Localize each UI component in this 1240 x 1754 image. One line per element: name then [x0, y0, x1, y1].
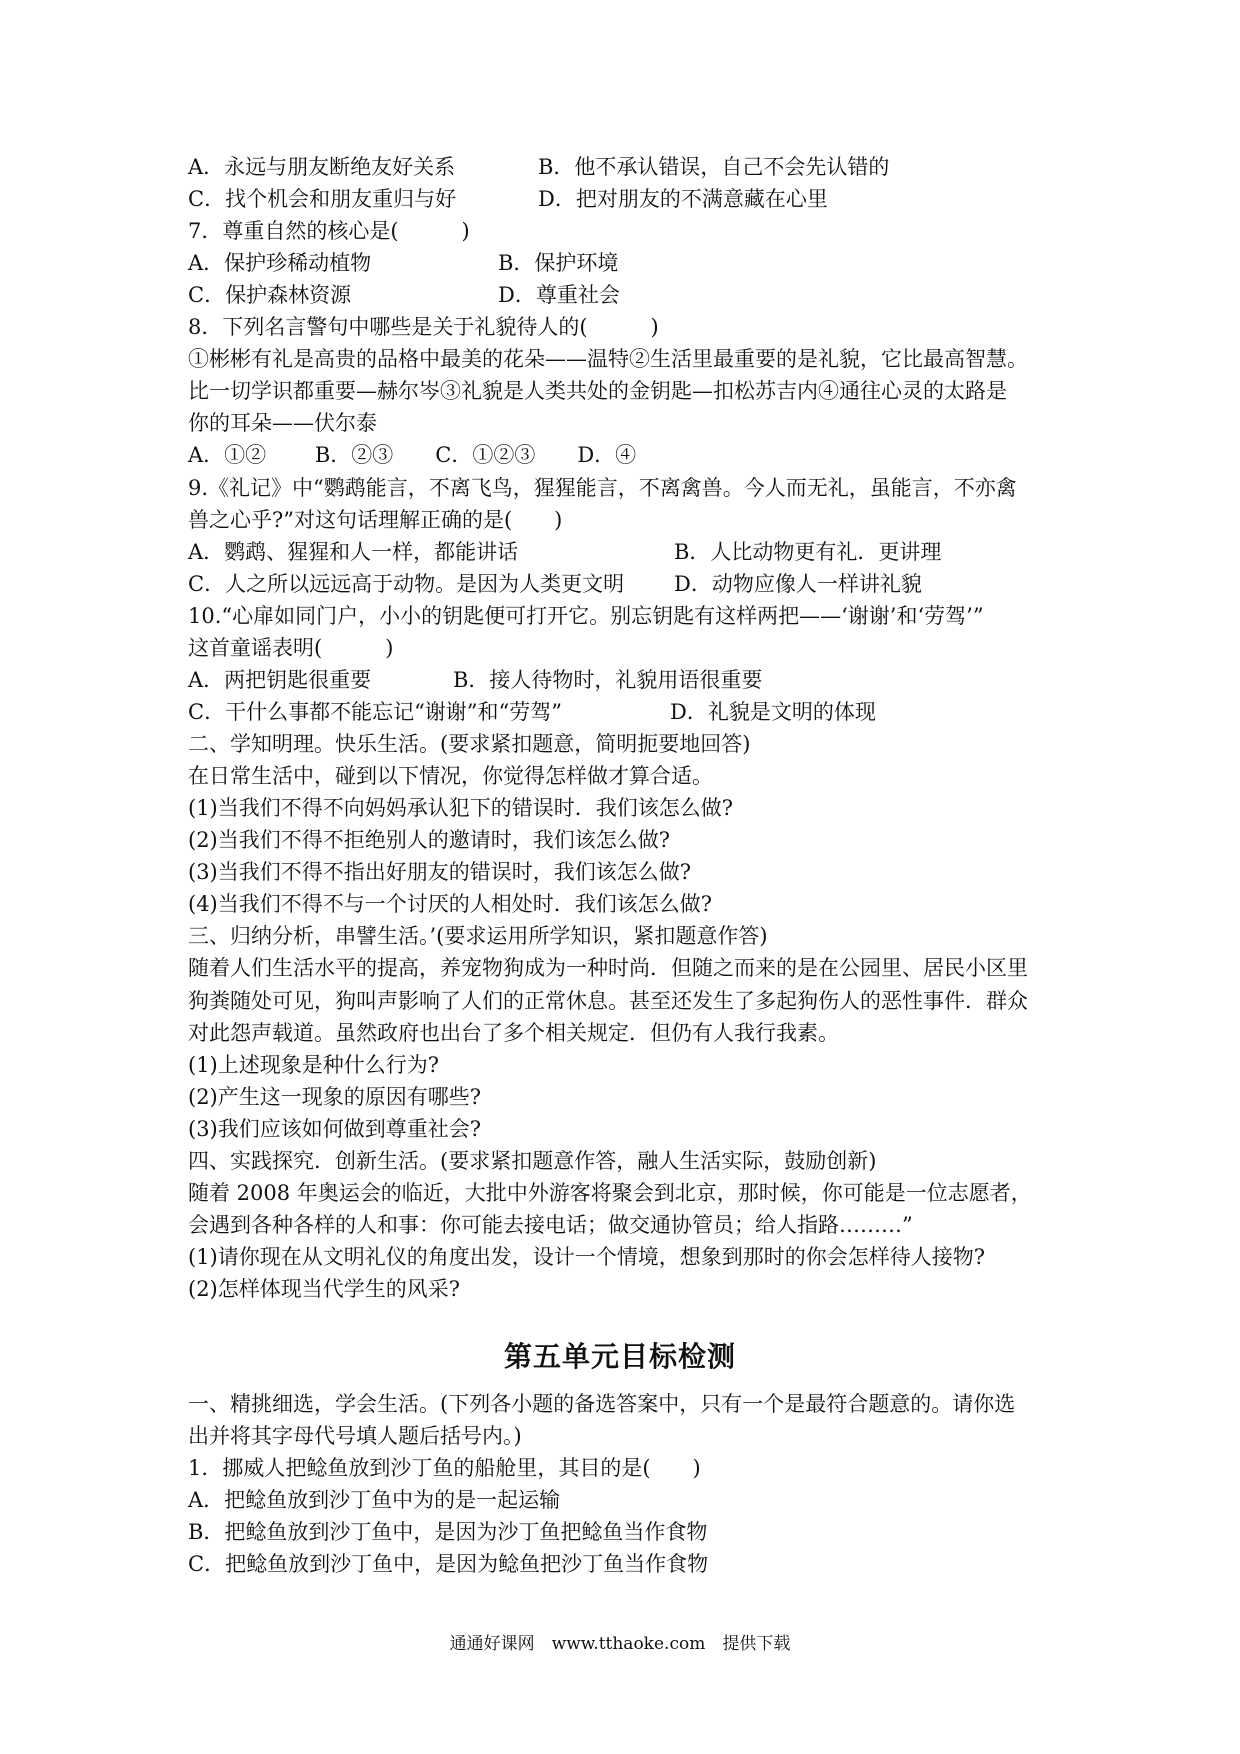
text-line: [188, 1113, 481, 1145]
line-text: A．把鲶鱼放到沙丁鱼中为的是一起运输: [188, 1488, 561, 1512]
option-line: [188, 247, 619, 279]
text-line: [188, 1209, 913, 1241]
option-line: [188, 664, 763, 696]
section-heading: [188, 728, 750, 760]
line-text: 对此怨声载道。虽然政府也出台了多个相关规定．但仍有人我行我素。: [188, 1021, 839, 1045]
line-text: C．把鲶鱼放到沙丁鱼中，是因为鲶鱼把沙丁鱼当作食物: [188, 1552, 709, 1576]
line-text: (2)怎样体现当代学生的风采?: [188, 1277, 461, 1301]
line-text: (2)当我们不得不拒绝别人的邀请时，我们该怎么做?: [188, 828, 671, 852]
line-text: 7．尊重自然的核心是( ): [188, 219, 470, 243]
option-line: [188, 696, 876, 728]
line-text: A．①② B．②③ C．①②③ D．④: [188, 443, 637, 467]
question-line: [188, 215, 470, 247]
line-text: (2)产生这一现象的原因有哪些?: [188, 1085, 482, 1109]
text-line: [188, 1017, 839, 1049]
line-text: (1)请你现在从文明礼仪的角度出发，设计一个情境，想象到那时的你会怎样待人接物?: [188, 1245, 986, 1269]
line-text-col2: B．接人待物时，礼貌用语很重要: [453, 668, 763, 692]
text-line: [188, 504, 562, 536]
text-line: [188, 760, 713, 792]
line-text: (1)当我们不得不向妈妈承认犯下的错误时．我们该怎么做?: [188, 796, 734, 820]
text-line: [188, 1081, 481, 1113]
text-line: [188, 824, 670, 856]
text-line: [188, 1049, 439, 1081]
line-text: 随着 2008 年奥运会的临近，大批中外游客将聚会到北京，那时候，你可能是一位志愿者，: [188, 1181, 1032, 1205]
line-text: 10.“心扉如同门户，小小的钥匙便可打开它。别忘钥匙有这样两把——‘谢谢’和‘劳驾’”: [188, 604, 984, 628]
section-heading: [188, 1145, 876, 1177]
question-line: [188, 472, 1017, 504]
line-text: 一、精挑细选，学会生活。(下列各小题的备选答案中，只有一个是最符合题意的。请你选: [188, 1392, 1016, 1416]
option-line: [188, 536, 942, 568]
line-text: 会遇到各种各样的人和事：你可能去接电话；做交通协管员；给人指路………”: [188, 1213, 913, 1237]
text-line: [188, 856, 691, 888]
line-text: A．保护珍稀动植物: [188, 251, 372, 275]
line-text: C．人之所以远远高于动物。是因为人类更文明: [188, 572, 625, 596]
line-text-col2: D．尊重社会: [498, 283, 620, 307]
text-line: [188, 985, 1028, 1017]
line-text: (4)当我们不得不与一个讨厌的人相处时．我们该怎么做?: [188, 892, 713, 916]
text-line: [188, 1241, 985, 1273]
line-text: A．永远与朋友断绝友好关系: [188, 155, 456, 179]
section-heading: [188, 1388, 1015, 1420]
line-text-col2: B．人比动物更有礼．更讲理: [674, 540, 942, 564]
text-line: [188, 1420, 522, 1452]
line-text: 比一切学识都重要—赫尔岑③礼貌是人类共处的金钥匙—扣松苏吉内④通往心灵的太路是: [188, 379, 1007, 403]
line-text: C．干什么事都不能忘记“谢谢”和“劳驾”: [188, 700, 563, 724]
text-line: [188, 792, 733, 824]
line-text: 8．下列名言警句中哪些是关于礼貌待人的( ): [188, 315, 659, 339]
option-line: [188, 439, 636, 471]
line-text: 这首童谣表明( ): [188, 636, 394, 660]
line-text: C．保护森林资源: [188, 283, 352, 307]
text-line: [188, 183, 828, 215]
option-line: [188, 1548, 708, 1580]
line-text-col2: B．他不承认错误，自己不会先认错的: [538, 155, 890, 179]
text-line: [188, 407, 377, 439]
line-text: 出并将其字母代号填人题后括号内。): [188, 1424, 522, 1448]
line-text: 四、实践探究．创新生活。(要求紧扣题意作答，融人生活实际，鼓励创新): [188, 1149, 877, 1173]
unit-title: 第五单元目标检测: [503, 1340, 736, 1373]
text-line: [188, 632, 393, 664]
line-text: 1．挪威人把鲶鱼放到沙丁鱼的船舱里，其目的是( ): [188, 1456, 701, 1480]
line-text: 你的耳朵——伏尔泰: [188, 411, 377, 435]
text-line: [188, 343, 1028, 375]
line-text: 在日常生活中，碰到以下情况，你觉得怎样做才算合适。: [188, 764, 713, 788]
option-line: [188, 568, 922, 600]
question-line: [188, 600, 984, 632]
line-text: 随着人们生活水平的提高，养宠物狗成为一种时尚．但随之而来的是在公园里、居民小区里: [188, 956, 1028, 980]
question-line: [188, 311, 659, 343]
line-text: 三、归纳分析，串譬生活。’(要求运用所学知识，紧扣题意作答): [188, 924, 768, 948]
line-text: A．两把钥匙很重要: [188, 668, 372, 692]
line-text-col2: D．动物应像人一样讲礼貌: [674, 572, 922, 596]
text-line: [188, 952, 1028, 984]
line-text: (1)上述现象是种什么行为?: [188, 1053, 440, 1077]
line-text-col2: D．礼貌是文明的体现: [670, 700, 876, 724]
text-line: [188, 151, 890, 183]
question-line: [188, 1452, 701, 1484]
line-text: 9.《礼记》中“鹦鹉能言，不离飞鸟，猩猩能言，不离禽兽。今人而无礼，虽能言，不亦禽: [188, 476, 1017, 500]
line-text: B．把鲶鱼放到沙丁鱼中，是因为沙丁鱼把鲶鱼当作食物: [188, 1520, 708, 1544]
page-footer: 通通好课网 www.tthaoke.com 提供下载: [449, 1634, 791, 1654]
text-line: [188, 888, 712, 920]
line-text: (3)当我们不得不指出好朋友的错误时，我们该怎么做?: [188, 860, 692, 884]
line-text: ①彬彬有礼是高贵的品格中最美的花朵——温特②生活里最重要的是礼貌，它比最高智慧。: [188, 347, 1028, 371]
text-line: [188, 375, 1007, 407]
text-line: [188, 1273, 460, 1305]
text-line: [188, 1177, 1032, 1209]
line-text-col2: D．把对朋友的不满意藏在心里: [538, 187, 828, 211]
line-text: 兽之心乎?”对这句话理解正确的是( ): [188, 508, 563, 532]
section-heading: [188, 920, 768, 952]
line-text: (3)我们应该如何做到尊重社会?: [188, 1117, 482, 1141]
option-line: [188, 279, 620, 311]
line-text: C．找个机会和朋友重归与好: [188, 187, 457, 211]
line-text-col2: B．保护环境: [498, 251, 619, 275]
line-text: 狗粪随处可见，狗叫声影响了人们的正常休息。甚至还发生了多起狗伤人的恶性事件．群众: [188, 989, 1028, 1013]
option-line: [188, 1516, 707, 1548]
line-text: 二、学知明理。快乐生活。(要求紧扣题意，简明扼要地回答): [188, 732, 751, 756]
option-line: [188, 1484, 560, 1516]
line-text: A．鹦鹉、猩猩和人一样，都能讲话: [188, 540, 519, 564]
